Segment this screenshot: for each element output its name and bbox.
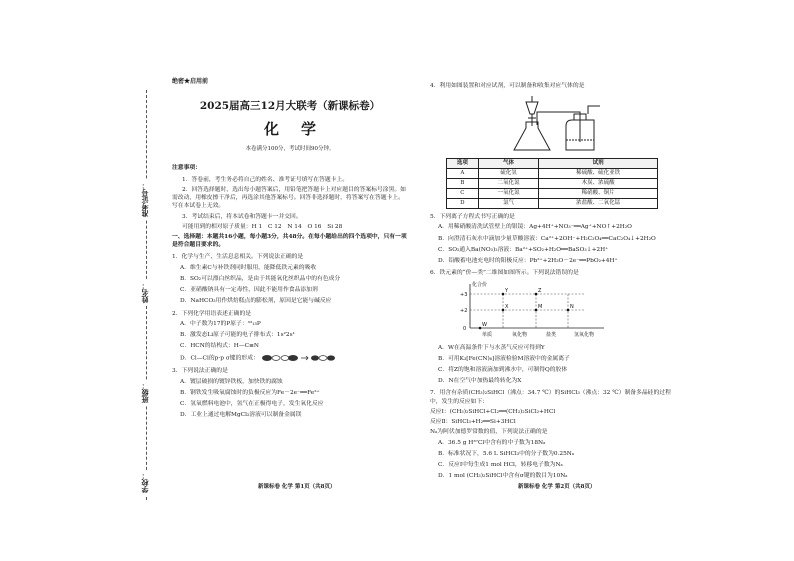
exam-meta: 本卷满分100分，考试时间90分钟。 [245,145,335,152]
name-label: 姓名： [140,282,149,303]
avogadro-note: Nₐ为阿伏加德罗常数的值，下列说法正确的是 [430,429,548,436]
option-a: A．维生素C与补铁剂同时服用，能降低铁元素的吸收 [180,264,317,271]
point-n [567,308,570,311]
question-2-stem: 2．下列化学用语表述正确的是 [172,310,252,317]
y-tick-label: 0 [463,325,467,332]
page-1-footer: 新课标卷 化学 第1页（共8页） [258,484,336,490]
table-header-gas: 气体 [478,159,539,169]
table-cell: D [447,199,479,209]
table-cell: 硫化氢 [478,169,539,179]
y-axis-label: 化合价 [472,281,488,288]
table-cell: 木炭、浓硫酸 [539,179,658,189]
exam-page-2 [430,82,675,483]
table-header-reagent: 试剂 [539,159,658,169]
question-5-stem: 5．下列离子方程式书写正确的是 [430,214,515,221]
option-d: D．N在空气中加热最终转化为X [438,378,522,385]
table-row [447,189,658,199]
point-label-x: X [505,303,509,310]
notice-heading: 注意事项： [172,164,201,171]
option-d: D．NaHCO₃用作烘焙糕点的膨松剂，原因是它能与碱反应 [180,298,332,305]
option-a: A．36.5 g H³⁷Cl中含有的中子数为18Nₐ [438,439,546,446]
binding-margin [142,90,152,500]
gas-apparatus-figure [510,92,620,156]
notice-item: 2．回答选择题时，选出每小题答案后，用铅笔把答题卡上对应题目的答案标号涂黑。如需改动，用橡皮擦干净后，再选涂其他答案标号。回答非选择题时，将答案写在答题卡上。写在本试卷上无效。 [172,186,406,210]
option-a: A．镀层破损的镀锌铁板，加快铁的腐蚀 [180,378,283,385]
confidential-tag: 绝密★启用前 [172,78,209,85]
table-cell: C [447,189,479,199]
option-d-with-orbital-figure [172,353,408,363]
option-b: B．钢铁发生吸氧腐蚀时的负极反应为Fe－2e⁻══Fe²⁺ [180,389,320,396]
point-label-n: N [570,303,574,310]
option-a: A．中子数为17的P原子：³²₁₅P [180,320,261,327]
exam-number-label: 准考证号： [140,182,149,217]
table-cell: B [447,179,479,189]
page-2-footer: 新课标卷 化学 第2页（共8页） [518,484,596,490]
atomic-masses: 可能用到的相对原子质量：H 1 C 12 N 14 O 16 Si 28 [182,223,343,230]
table-cell: 氯气 [478,199,539,209]
exam-page-1 [172,78,408,423]
point-m [535,308,538,311]
x-tick-label: 氢氧化物 [574,331,595,338]
option-a: A．W在高温条件下与水蒸气反应可得到Y [438,344,545,351]
table-row [447,199,658,209]
reaction-1: 反应Ⅰ：(CH₃)₂SiHCl+Cl₂══(CH₃)₂SiCl₂+HCl [430,408,556,415]
option-d: D．1 mol (CH₃)₂SiHCl中含有σ键的数目为10Nₐ [438,473,568,480]
point-label-y: Y [505,287,509,294]
table-cell: 稀硝酸、铜片 [539,189,658,199]
option-d-text: D．Cl—Cl的p-p σ键的形成： [180,355,259,362]
option-c: C．亚硝酸钠具有一定毒性，因此不能用作食品添加剂 [180,287,318,294]
point-label-z: Z [538,287,542,294]
question-1-stem: 1．化学与生产、生活息息相关。下列说法正确的是 [172,254,304,261]
exam-title: 2025届高三12月大联考（新课标卷） [199,99,381,112]
x-tick-label: 盐类 [546,331,557,338]
notice-item: 3．考试结束后，将本试卷和答题卡一并交回。 [182,213,302,220]
option-b: B．SO₂可以漂白丝织品，是由于其能氧化丝织品中的有色成分 [180,275,341,282]
option-c: C．将Z的饱和溶液滴加到沸水中，可制得Q的胶体 [438,366,568,373]
option-d: D．铅酸蓄电池充电时的阳极反应：Pb²⁺+2H₂O－2e⁻══PbO₂+4H⁺ [438,258,618,265]
table-cell: A [447,169,479,179]
x-tick-label: 单质 [482,331,493,338]
point-w [479,326,482,329]
option-c: C．氢氧燃料电池中，氢气在正极得电子，发生氧化反应 [180,401,324,408]
p-p-sigma-bond-figure [261,353,339,363]
point-x [502,308,505,311]
section-heading: 一、选择题：本题共16小题，每小题3分，共48分。在每小题给出的四个选项中，只有一项是符合题目要求的。 [172,234,407,249]
option-a: A．用稀硝酸清洗试管壁上的银镜：Ag+4H⁺+NO₃⁻══Ag⁺+NO↑+2H₂O [438,224,632,231]
x-tick-label: 氧化物 [512,331,528,338]
table-row [447,179,658,189]
question-7-stem: 7．用含有杂质(CH₃)₂SiHCl（沸点：34.7 ℃）的SiHCl₃（沸点：32 ℃）制备多晶硅的过程中，发生的反应如下： [430,390,671,405]
school-label: 学校： [140,472,149,493]
option-b: B．可用K₃[Fe(CN)₆]溶液检验M溶液中的金属离子 [438,355,570,362]
reaction-2: 反应Ⅱ：SiHCl₃+H₂══Si+3HCl [430,419,516,426]
y-tick-label: +3 [460,291,468,298]
option-c: C．HCN的结构式：H—C≡N [180,343,259,350]
option-b: B．标准状况下，5.6 L SiHCl₃中的分子数为0.25Nₐ [438,450,575,457]
table-cell: 稀硫酸、硫化亚铁 [539,169,658,179]
valence-class-diagram [458,280,608,340]
subject-title: 化学 [263,120,338,139]
point-y [502,292,505,295]
option-c: C．反应Ⅰ中每生成1 mol HCl，转移电子数为Nₐ [438,461,563,468]
y-tick-label: +2 [460,307,468,314]
question-4-stem: 4．利用如图装置和对应试剂，可以制备和收集对应气体的是 [430,83,585,89]
gas-reagent-table [446,158,658,209]
option-b: B．激发态Li原子可能的电子排布式：1s²2s¹ [180,332,295,339]
option-b: B．向澄清石灰水中滴加少量草酸溶液：Ca²⁺+2OH⁻+H₂C₂O₄══CaC₂O₄↓+2H₂O [438,235,656,242]
question-6-stem: 6．铁元素的“价—类”二维图如图所示。下列说法错误的是 [430,270,579,277]
table-cell: 二氧化氮 [478,179,539,189]
table-header-option: 选项 [447,159,479,169]
point-label-m: M [538,303,543,310]
table-row [447,169,658,179]
table-cell: 浓盐酸、二氧化锰 [539,199,658,209]
class-label: 班级： [140,382,149,403]
point-z [535,292,538,295]
option-c: C．SO₂通入Ba(NO₃)₂溶液：Ba²⁺+SO₂+H₂O══BaSO₃↓+2H⁺ [438,246,609,253]
notice-item: 1．答卷前，考生务必将自己的姓名、准考证号填写在答题卡上。 [182,176,349,183]
question-3-stem: 3．下列说法正确的是 [172,368,228,375]
point-label-w: W [482,321,487,328]
table-cell: 一氧化氮 [478,189,539,199]
option-d: D．工业上通过电解MgCl₂溶液可以制备金属镁 [180,412,302,419]
